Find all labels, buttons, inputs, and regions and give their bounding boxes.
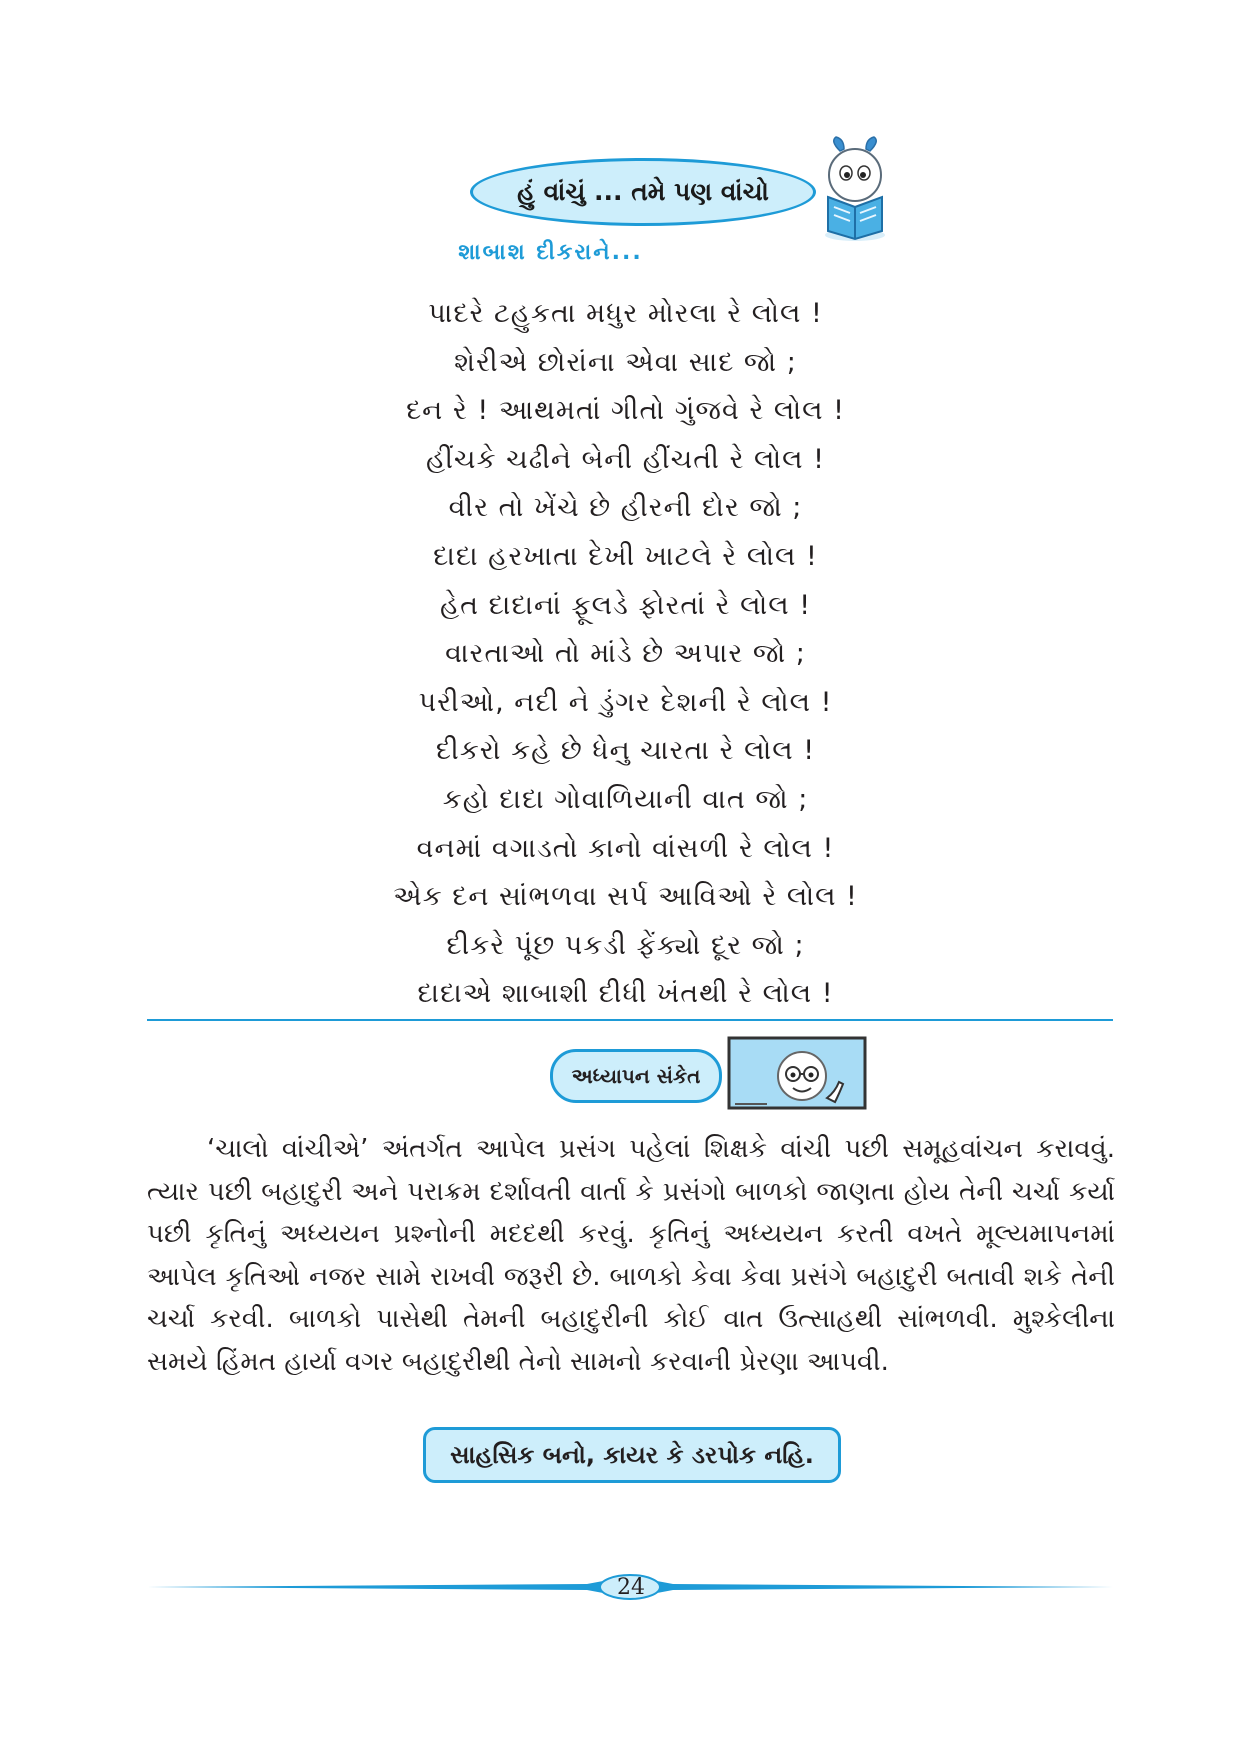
section-header xyxy=(470,158,816,226)
motto-text: સાહસિક બનો, કાયર કે ડરપોક નહિ. xyxy=(450,1441,814,1469)
poem-line: દાદાએ શાબાશી દીધી ખંતથી રે લોલ ! xyxy=(417,978,834,1010)
poem-line: દન રે ! આથમતાં ગીતો ગુંજવે રે લોલ ! xyxy=(406,395,845,427)
poem-line: વારતાઓ તો માંડે છે અપાર જો ; xyxy=(445,638,806,670)
teacher-board-icon xyxy=(727,1036,867,1114)
poem-line: કહો દાદા ગોવાળિયાની વાત જો ; xyxy=(442,783,809,815)
poem-line: શેરીએ છોરાંના એવા સાદ જો ; xyxy=(454,346,797,378)
teaching-note-text: ‘ચાલો વાંચીએ’ અંતર્ગત આપેલ પ્રસંગ પહેલાં શિક્ષકે વાંચી પછી સમૂહવાંચન કરાવવું. ત્યાર પછી બહાદુરી અને પરાક્રમ દર્શાવતી વાર્તા કે પ્રસંગો બાળકો જાણતા હોય તેની ચર્ચા કર્યા પછી કૃતિનું અધ્યયન પ્રશ્નોની મદદથી કરવું. કૃતિનું અધ્યયન કરતી વખતે મૂલ્યમાપનમાં આપેલ કૃતિઓ નજર સામે રાખવી જરૂરી છે. બાળકો કેવા કેવા પ્રસંગે બહાદુરી બતાવી શકે તેની ચર્ચા કરવી. બાળકો પાસેથી તેમની બહાદુરીની કોઈ વાત ઉત્સાહથી સાંભળવી. મુશ્કેલીના સમયે હિંમત હાર્યા વગર બહાદુરીથી તેનો સામનો કરવાની પ્રેરણા આપવી. xyxy=(147,1134,1115,1377)
section-header-title: હું વાંચું ... તમે પણ વાંચો xyxy=(517,177,769,206)
poem-title: શાબાશ દીકરાને... xyxy=(458,240,643,265)
poem-line: દીકરો કહે છે ધેનુ ચારતા રે લોલ ! xyxy=(435,735,816,767)
poem-line: હીંચકે ચઢીને બેની હીંચતી રે લોલ ! xyxy=(426,443,825,475)
teaching-note-label xyxy=(550,1049,722,1103)
divider xyxy=(147,1019,1113,1021)
teaching-note-label-text: અધ્યાપન સંકેત xyxy=(571,1064,701,1088)
poem-line: વીર તો ખેંચે છે હીરની દોર જો ; xyxy=(448,492,803,524)
poem-line: પાદરે ટહુકતા મધુર મોરલા રે લોલ ! xyxy=(428,298,823,329)
poem-line: દીકરે પૂંછ પકડી ફેંક્યો દૂર જો ; xyxy=(446,929,805,961)
poem-line: દાદા હરખાતા દેખી ખાટલે રે લોલ ! xyxy=(433,540,818,572)
poem-line: વનમાં વગાડતો કાનો વાંસળી રે લોલ ! xyxy=(416,832,835,864)
motto-box xyxy=(423,1427,841,1483)
poem xyxy=(0,290,1241,1019)
poem-line: હેત દાદાનાં ફૂલડે ફોરતાં રે લોલ ! xyxy=(439,589,812,621)
poem-line: એક દન સાંભળવા સર્પ આવિઓ રે લોલ ! xyxy=(393,881,858,913)
page-number: 24 xyxy=(617,1575,645,1600)
reading-child-icon xyxy=(800,135,910,245)
poem-line: પરીઓ, નદી ને ડુંગર દેશની રે લોલ ! xyxy=(418,686,833,718)
